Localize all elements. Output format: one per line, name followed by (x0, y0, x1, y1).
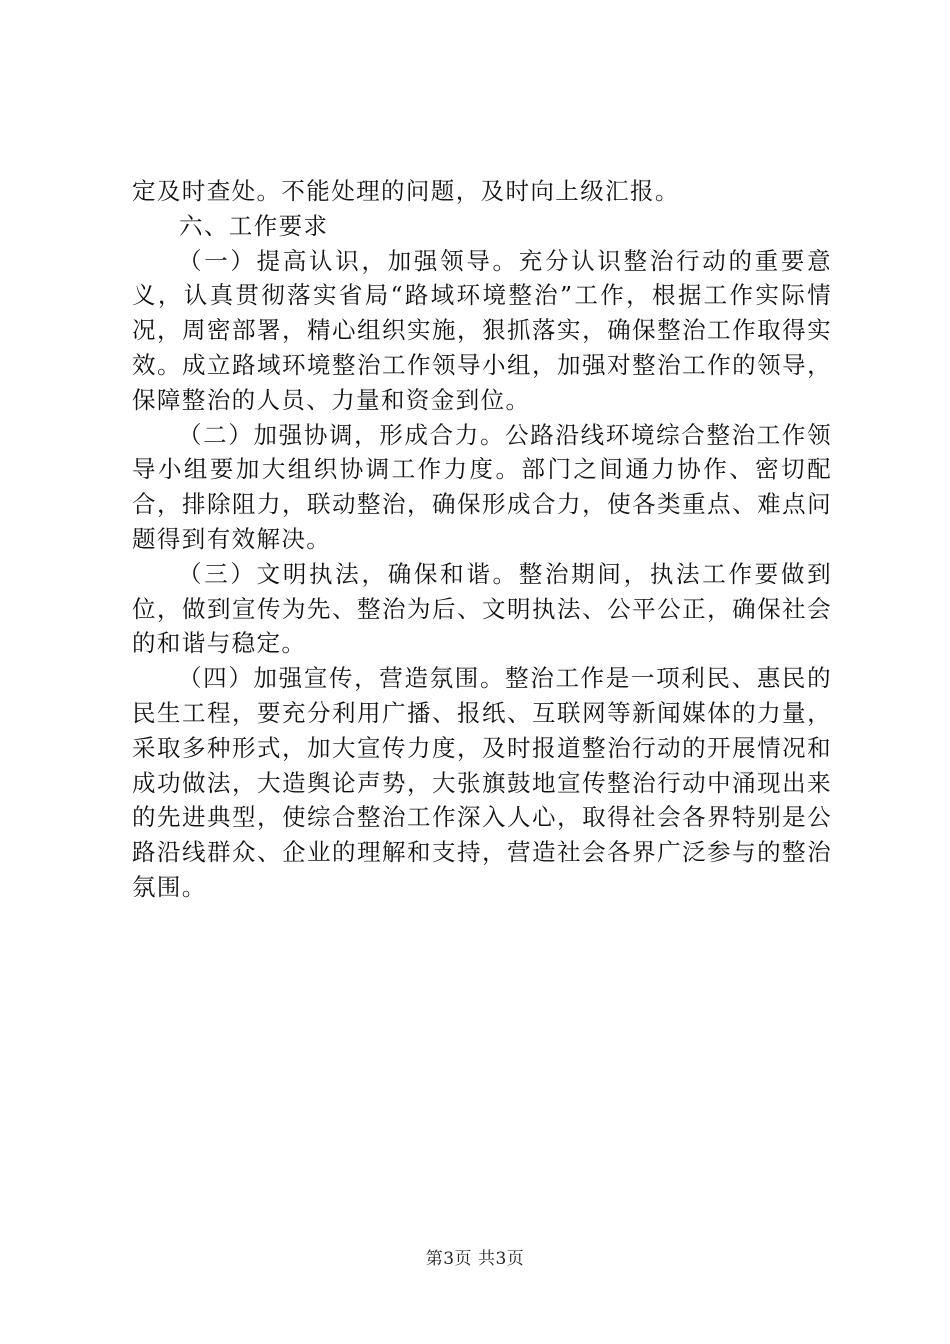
paragraph-requirement-3: （三）文明执法，确保和谐。整治期间，执法工作要做到位，做到宣传为先、整治为后、文明执法、公平公正，确保社会的和谐与稳定。 (132, 559, 832, 658)
paragraph-continuation: 定及时查处。不能处理的问题，及时向上级汇报。 (132, 177, 680, 205)
paragraph-requirement-1: （一）提高认识，加强领导。充分认识整治行动的重要意义，认真贯彻落实省局“路域环境整治”工作，根据工作实际情况，周密部署，精心组织实施，狠抓落实，确保整治工作取得实效。成立路域环境整治工作领导小组，加强对整治工作的领导，保障整治的人员、力量和资金到位。 (132, 246, 832, 414)
paragraph-requirement-4: （四）加强宣传，营造氛围。整治工作是一项利民、惠民的民生工程，要充分利用广播、报纸、互联网等新闻媒体的力量，采取多种形式，加大宣传力度，及时报道整治行动的开展情况和成功做法，大造舆论声势，大张旗鼓地宣传整治行动中涌现出来的先进典型，使综合整治工作深入人心，取得社会各界特别是公路沿线群众、企业的理解和支持，营造社会各界广泛参与的整治氛围。 (132, 664, 832, 901)
document-body (132, 174, 832, 905)
page-footer: 第3页 共3页 (425, 1249, 525, 1269)
paragraph-requirement-2: （二）加强协调，形成合力。公路沿线环境综合整治工作领导小组要加大组织协调工作力度。部门之间通力协作、密切配合，排除阻力，联动整治，确保形成合力，使各类重点、难点问题得到有效解决。 (132, 420, 832, 553)
section-heading: 六、工作要求 (179, 211, 329, 240)
